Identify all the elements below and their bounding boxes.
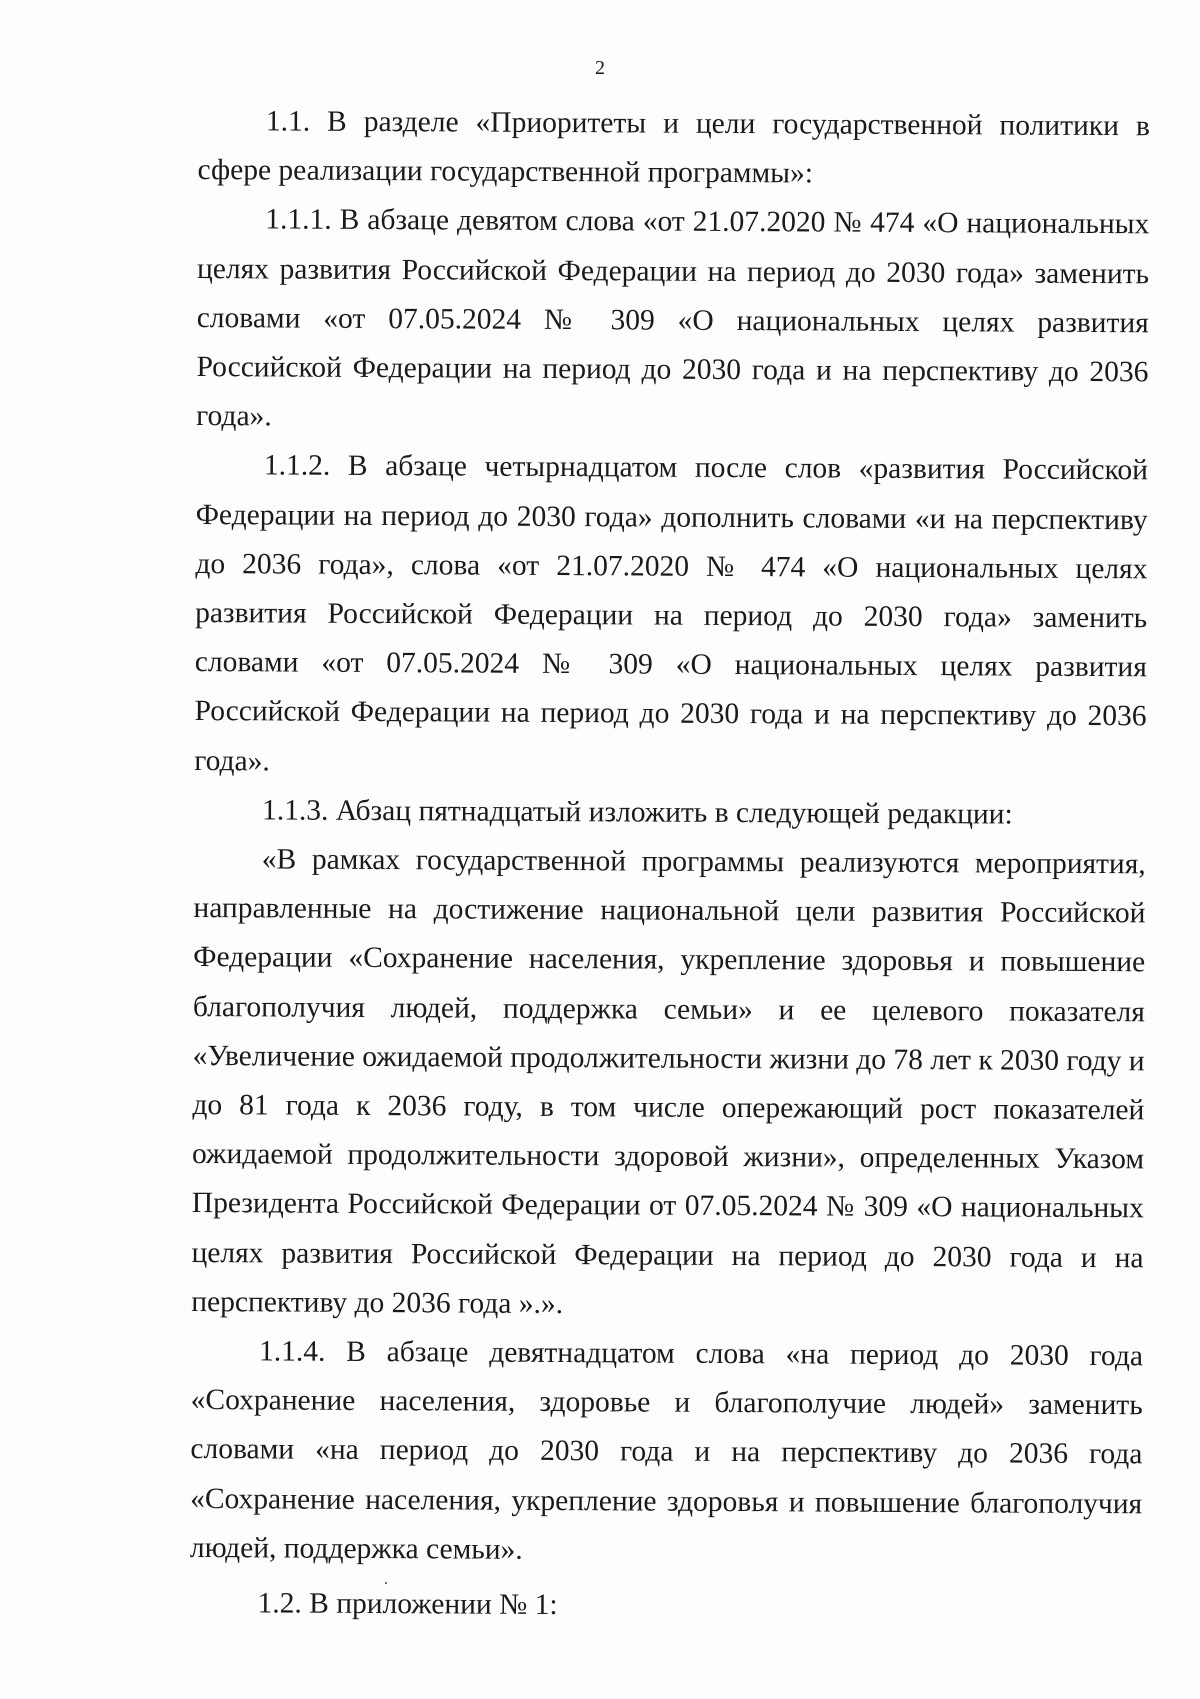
page-number: 2 <box>595 57 605 79</box>
scan-speck <box>385 1582 387 1584</box>
paragraph-1-1-2: 1.1.2. В абзаце четырнадцатом после слов «развития Российской Федерации на период до 2030 года» дополнить словами «и на перспективу до 2036 года», слова «от 21.07.2020 № 474 «О национальных целях развития Российской Федерации на период до 2030 года» заменить словами «от 07.05.2024 № 309 «О национальных целях развития Российской Федерации на период до 2030 года и на перспективу до 2036 года». <box>194 449 1149 778</box>
paragraph-1-1: 1.1. В разделе «Приоритеты и цели государственной политики в сфере реализации государственной программы»: <box>197 105 1150 190</box>
paragraph-quoted-text: «В рамках государственной программы реализуются мероприятия, направленные на достижение национальной цели развития Российской Федерации «Сохранение населения, укрепление здоровья и повышение благополучия людей, поддержка семьи» и ее целевого показателя «Увеличение ожидаемой продолжительности жизни до 78 лет к 2030 году и до 81 года к 2036 году, в том числе опережающий рост показателей ожидаемой продолжительности здоровой жизни», определенных Указом Президента Российской Федерации от 07.05.2024 № 309 «О национальных целях развития Российской Федерации на период до 2030 года и на перспективу до 2036 года ».». <box>191 843 1146 1320</box>
paragraph-1-1-1: 1.1.1. В абзаце девятом слова «от 21.07.2020 № 474 «О национальных целях развития Российской Федерации на период до 2030 года» заменить словами «от 07.05.2024 № 309 «О национальных целях развития Российской Федерации на период до 2030 года и на перспективу до 2036 года». <box>196 203 1150 433</box>
paragraph-1-1-3: 1.1.3. Абзац пятнадцатый изложить в следующей редакции: <box>261 794 1013 831</box>
paragraph-1-1-4: 1.1.4. В абзаце девятнадцатом слова «на период до 2030 года «Сохранение населения, здоровье и благополучие людей» заменить словами «на период до 2030 года и на перспективу до 2036 года «Сохранение населения, укрепление здоровья и повышение благополучия людей, поддержка семьи». <box>189 1335 1144 1566</box>
paragraph-1-2: 1.2. В приложении № 1: <box>257 1587 558 1622</box>
document-body <box>189 97 1150 1634</box>
